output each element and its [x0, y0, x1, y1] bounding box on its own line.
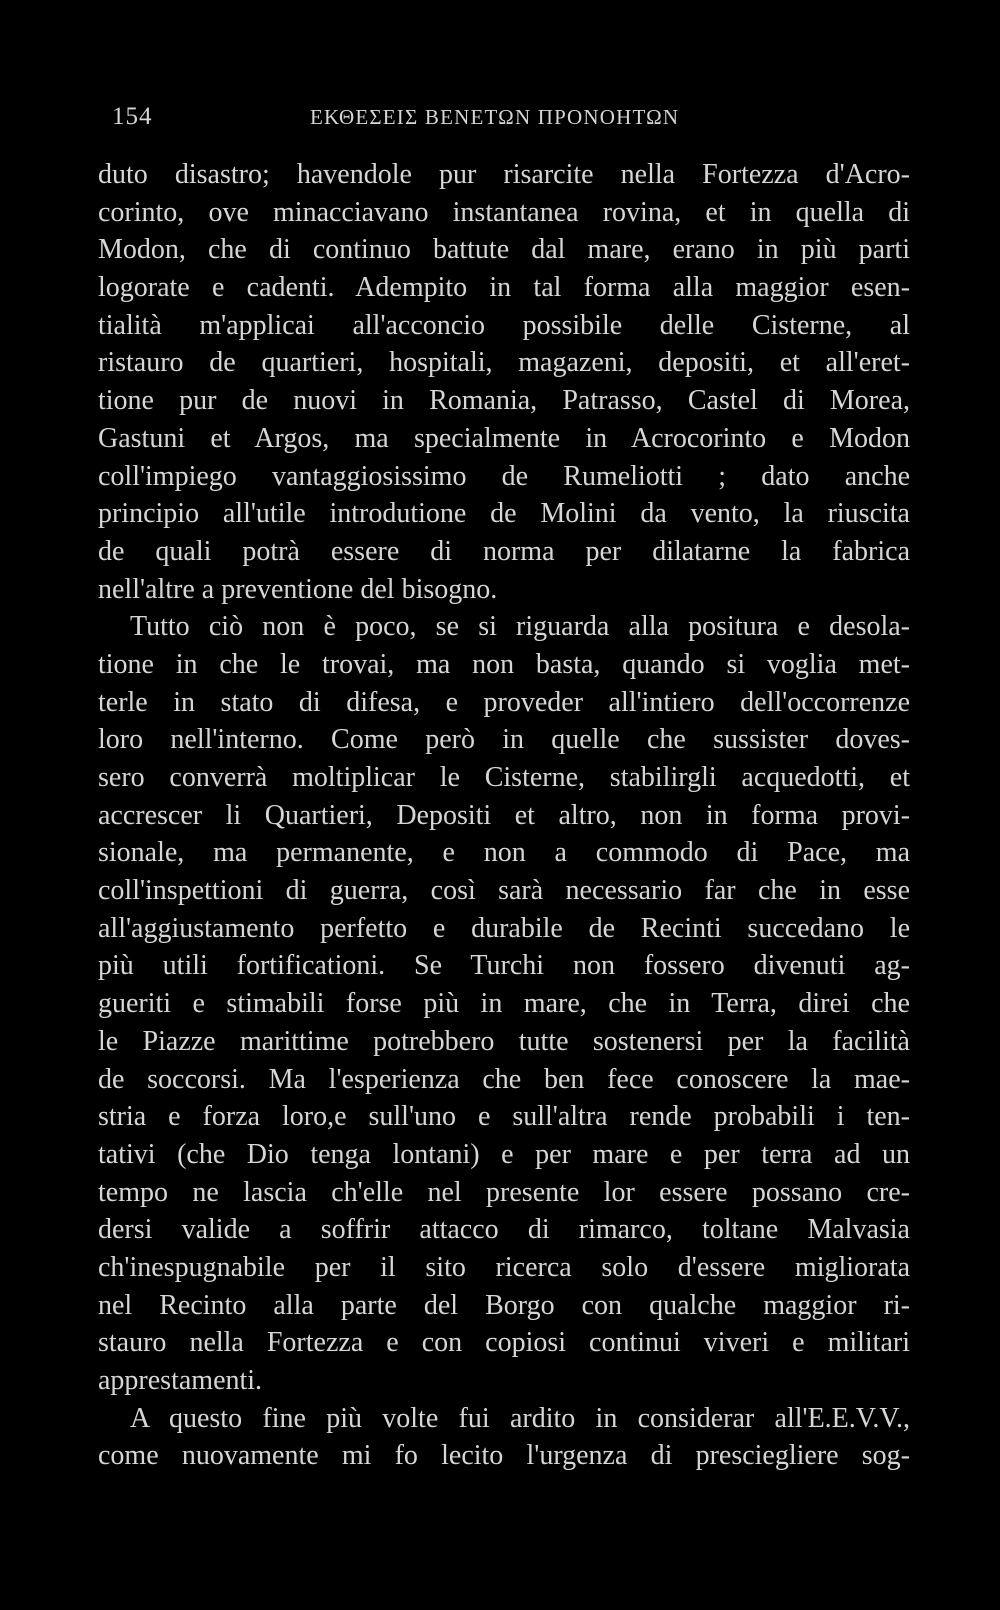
text-line: Modon, che di continuo battute dal mare, erano in più parti: [98, 234, 910, 266]
paragraph-end-line: apprestamenti.: [98, 1365, 263, 1396]
text-line: stauro nella Fortezza e con copiosi continui viveri e militari: [98, 1327, 910, 1359]
text-line: duto disastro; havendole pur risarcite nella Fortezza d'Acro-: [98, 159, 910, 190]
text-line: le Piazze marittime potrebbero tutte sostenersi per la facilità: [98, 1025, 910, 1057]
text-line: nel Recinto alla parte del Borgo con qualche maggior ri-: [98, 1289, 910, 1321]
paragraph-start-line: Tutto ciò non è poco, se si riguarda alla positura e desola-: [130, 611, 910, 643]
text-line: terle in stato di difesa, e proveder all'intiero dell'occorrenze: [98, 686, 910, 718]
text-line: coll'inspettioni di guerra, così sarà necessario far che in esse: [98, 875, 910, 907]
text-line: tione pur de nuovi in Romania, Patrasso, Castel di Morea,: [98, 385, 910, 417]
text-line: all'aggiustamento perfetto e durabile de Recinti succedano le: [98, 912, 910, 944]
body-text: [98, 156, 910, 1475]
text-line: più utili fortificationi. Se Turchi non fossero divenuti ag-: [98, 950, 910, 982]
paragraph-end-line: nell'altre a preventione del bisogno.: [98, 573, 498, 605]
text-line: tativi (che Dio tenga lontani) e per mare e per terra ad un: [98, 1138, 910, 1170]
running-head: [112, 103, 722, 137]
text-line: ch'inespugnabile per il sito ricerca solo d'essere migliorata: [98, 1251, 910, 1283]
text-line: de soccorsi. Ma l'esperienza che ben fece conoscere la mae-: [98, 1063, 910, 1095]
text-line: sero converrà moltiplicar le Cisterne, stabilirgli acquedotti, et: [98, 762, 910, 793]
text-line: gueriti e stimabili forse più in mare, che in Terra, direi che: [98, 988, 910, 1020]
running-title: ΕΚΘΕΣΕΙΣ ΒΕΝΕΤΩΝ ΠΡΟΝΟΗΤΩΝ: [310, 105, 680, 129]
text-line: logorate e cadenti. Adempito in tal forma alla maggior esen-: [98, 272, 910, 304]
text-line: tempo ne lascia ch'elle nel presente lor essere possano cre-: [98, 1176, 910, 1208]
text-line: coll'impiego vantaggiosissimo de Rumeliotti ; dato anche: [98, 460, 910, 492]
text-line: de quali potrà essere di norma per dilatarne la fabrica: [98, 535, 910, 567]
text-line: principio all'utile introdutione de Molini da vento, la riuscita: [98, 498, 910, 530]
text-line: accrescer li Quartieri, Depositi et altro, non in forma provi-: [98, 799, 910, 831]
text-line: corinto, ove minacciavano instantanea rovina, et in quella di: [98, 196, 910, 228]
text-line: come nuovamente mi fo lecito l'urgenza di presciegliere sog-: [98, 1440, 910, 1472]
text-line: tialità m'applicai all'acconcio possibile delle Cisterne, al: [98, 309, 910, 341]
text-line: stria e forza loro,e sull'uno e sull'altra rende probabili i ten-: [98, 1101, 910, 1133]
text-line: Gastuni et Argos, ma specialmente in Acrocorinto e Modon: [98, 422, 910, 454]
text-line: tione in che le trovai, ma non basta, quando si voglia met-: [98, 648, 910, 680]
text-line: loro nell'interno. Come però in quelle che sussister doves-: [98, 724, 910, 756]
text-line: ristauro de quartieri, hospitali, magazeni, depositi, et all'eret-: [98, 347, 910, 379]
paragraph-start-line: A questo fine più volte fui ardito in considerar all'E.E.V.V.,: [130, 1402, 910, 1434]
text-line: sionale, ma permanente, e non a commodo di Pace, ma: [98, 837, 910, 869]
text-line: dersi valide a soffrir attacco di rimarco, toltane Malvasia: [98, 1214, 910, 1246]
page-number: 154: [112, 103, 153, 130]
